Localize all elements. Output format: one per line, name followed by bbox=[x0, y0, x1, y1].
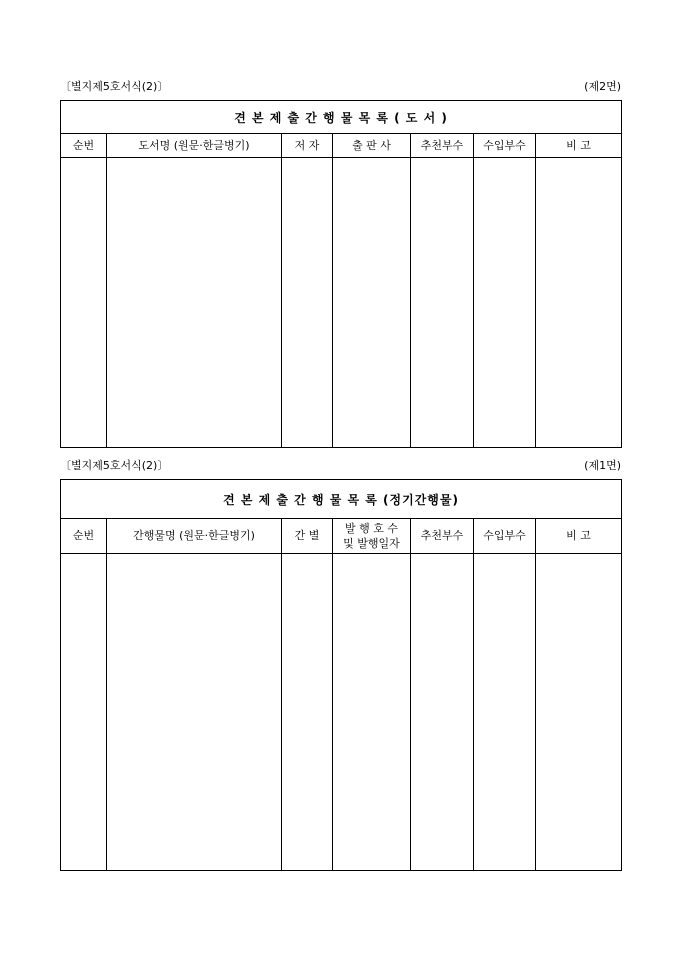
column-header-periodical-title: 간행물명 (원문·한글병기) bbox=[107, 519, 282, 554]
form-header-bottom bbox=[60, 457, 621, 475]
entry-cell-periodical-title[interactable] bbox=[107, 554, 282, 871]
books-list-form bbox=[60, 100, 622, 448]
table-row bbox=[61, 554, 622, 871]
page-label: (제2면) bbox=[584, 80, 621, 93]
form-label: 〔별지제5호서식(2)〕 bbox=[60, 80, 169, 93]
entry-cell-remarks[interactable] bbox=[536, 158, 622, 448]
column-header-import-copies: 수입부수 bbox=[474, 134, 536, 158]
column-header-issue-and-date bbox=[333, 519, 411, 554]
table-row bbox=[61, 158, 622, 448]
column-header-number: 순번 bbox=[61, 519, 107, 554]
entry-cell-recommended-copies[interactable] bbox=[411, 554, 474, 871]
column-header-book-title: 도서명 (원문·한글병기) bbox=[107, 134, 282, 158]
column-header-author: 저 자 bbox=[282, 134, 333, 158]
column-header-remarks: 비 고 bbox=[536, 519, 622, 554]
entry-cell-import-copies[interactable] bbox=[474, 554, 536, 871]
column-header-issue-line1: 발 행 호 수 bbox=[345, 522, 398, 535]
page-label: (제1면) bbox=[584, 459, 621, 472]
entry-cell-recommended-copies[interactable] bbox=[411, 158, 474, 448]
entry-cell-number[interactable] bbox=[61, 554, 107, 871]
column-header-recommended-copies: 추천부수 bbox=[411, 134, 474, 158]
form-title: 견 본 제 출 간 행 물 목 록 ( 도 서 ) bbox=[61, 101, 622, 134]
entry-cell-issue-and-date[interactable] bbox=[333, 554, 411, 871]
column-header-remarks: 비 고 bbox=[536, 134, 622, 158]
entry-cell-number[interactable] bbox=[61, 158, 107, 448]
column-header-recommended-copies: 추천부수 bbox=[411, 519, 474, 554]
entry-cell-remarks[interactable] bbox=[536, 554, 622, 871]
entry-cell-author[interactable] bbox=[282, 158, 333, 448]
entry-cell-book-title[interactable] bbox=[107, 158, 282, 448]
form-title: 견 본 제 출 간 행 물 목 록 (정기간행물) bbox=[61, 480, 622, 519]
entry-cell-publisher[interactable] bbox=[333, 158, 411, 448]
entry-cell-import-copies[interactable] bbox=[474, 158, 536, 448]
entry-cell-frequency[interactable] bbox=[282, 554, 333, 871]
form-header-top bbox=[60, 78, 621, 96]
form-label: 〔별지제5호서식(2)〕 bbox=[60, 459, 169, 472]
column-header-import-copies: 수입부수 bbox=[474, 519, 536, 554]
periodicals-list-form bbox=[60, 479, 622, 871]
column-header-publisher: 출 판 사 bbox=[333, 134, 411, 158]
column-header-frequency: 간 별 bbox=[282, 519, 333, 554]
column-header-number: 순번 bbox=[61, 134, 107, 158]
column-header-issue-line2: 및 발행일자 bbox=[343, 537, 400, 550]
